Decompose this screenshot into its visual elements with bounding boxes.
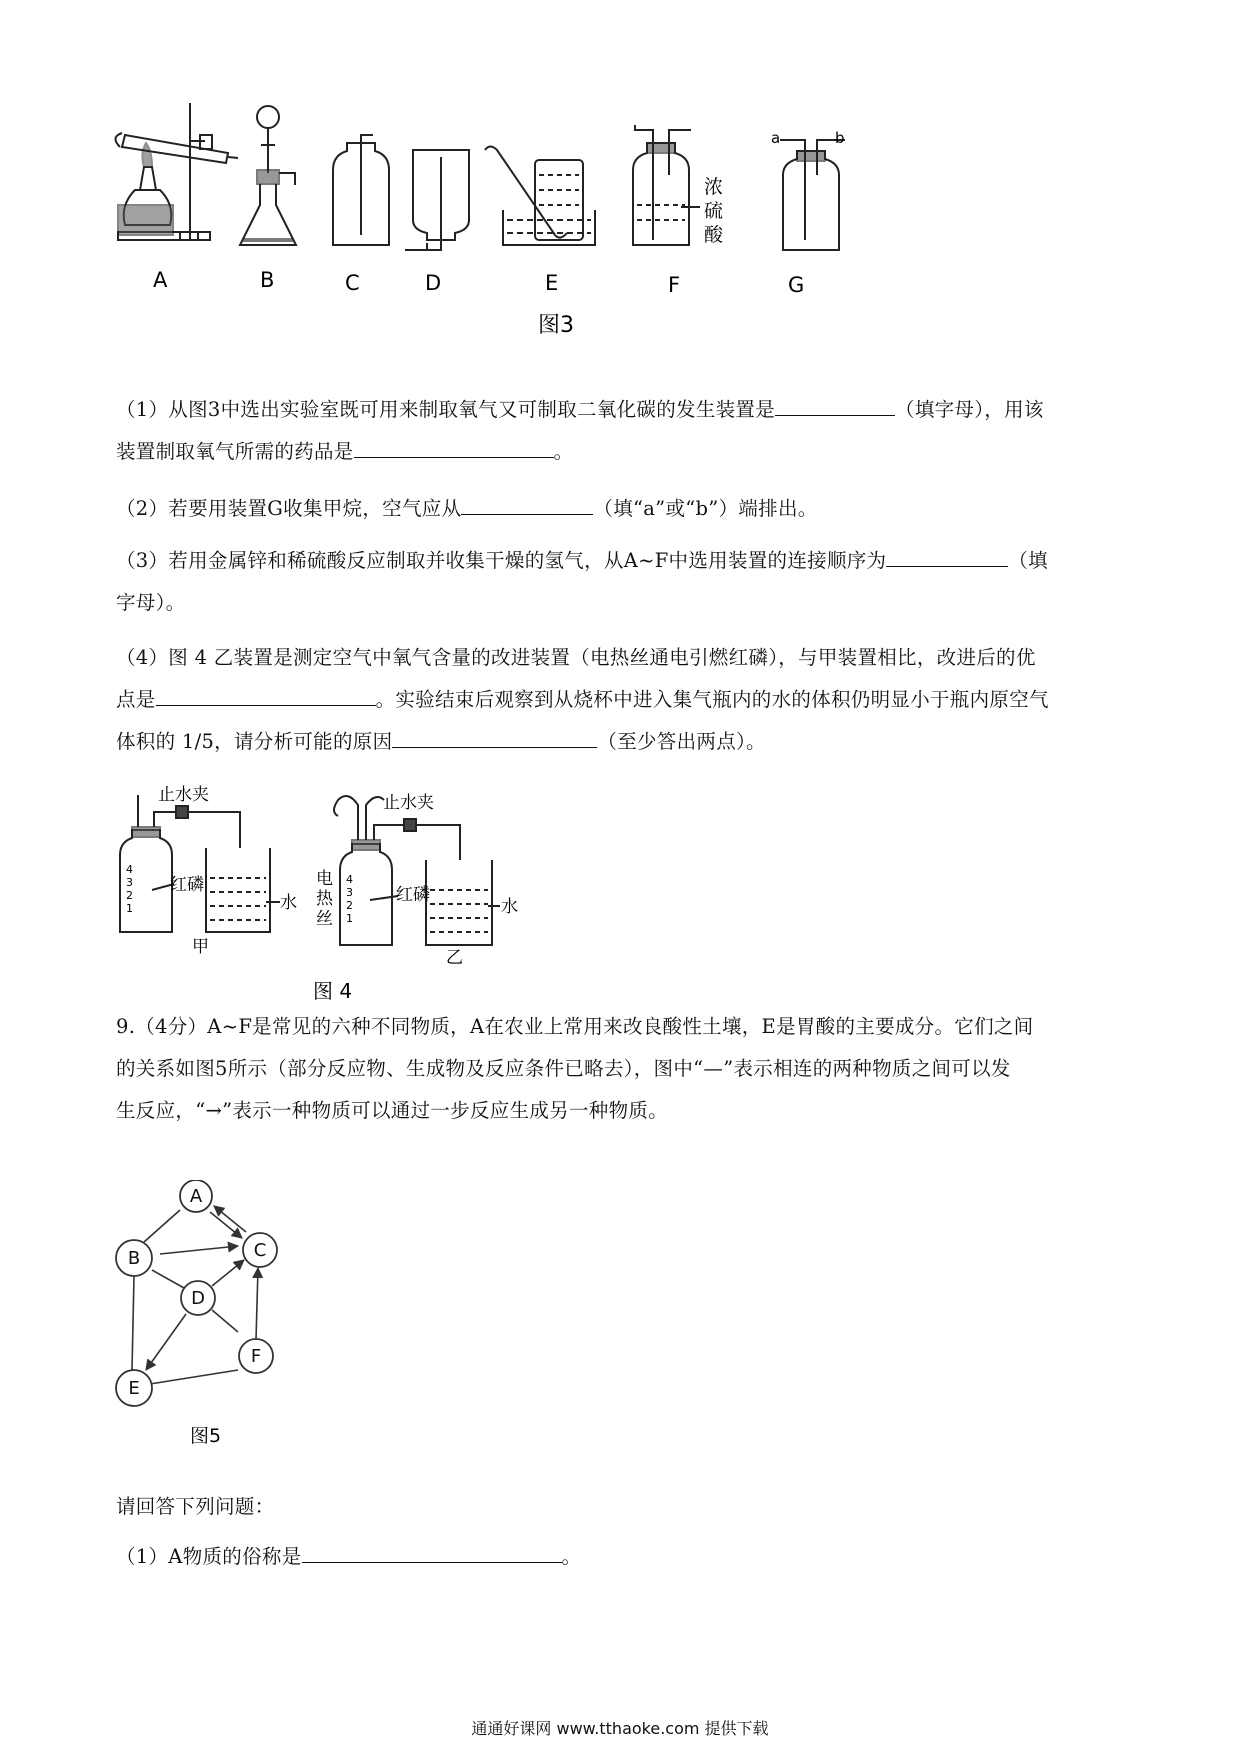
q3-blank[interactable] xyxy=(886,546,1008,567)
node-b: B xyxy=(127,1248,141,1269)
fig4-heater-1: 电 xyxy=(316,869,333,889)
q1-blank-1[interactable] xyxy=(775,395,895,416)
fig4-scale-2-right: 2 xyxy=(346,899,353,912)
q1-text-b: （填字母），用该 xyxy=(895,398,1044,421)
q4-text-d: 体积的 1/5，请分析可能的原因 xyxy=(116,730,393,753)
figure-5-caption: 图5 xyxy=(190,1425,222,1447)
fig4-left-name: 甲 xyxy=(192,937,209,957)
apparatus-a xyxy=(115,103,238,240)
q1-text-c: 装置制取氧气所需的药品是 xyxy=(116,440,354,463)
page-footer: 通通好课网 www.tthaoke.com 提供下载 xyxy=(471,1719,769,1738)
label-b: B xyxy=(260,268,275,292)
q3-text-a: （3）若用金属锌和稀硫酸反应制取并收集干燥的氢气，从A~F中选用装置的连接顺序为 xyxy=(116,549,887,572)
fig4-scale-1-left: 1 xyxy=(126,902,133,915)
label-e: E xyxy=(545,271,559,295)
fig4-heater-2: 热 xyxy=(316,889,333,909)
node-a: A xyxy=(189,1186,203,1207)
apparatus-e xyxy=(485,147,595,246)
q1-text-d: 。 xyxy=(553,440,574,463)
label-g: G xyxy=(788,273,805,297)
fig4-heater-3: 丝 xyxy=(316,909,333,929)
q9-1-text-b: 。 xyxy=(561,1545,582,1568)
fig4-clamp-left: 止水夹 xyxy=(158,785,209,805)
question-2 xyxy=(116,488,1130,530)
q1-text-a: （1）从图3中选出实验室既可用来制取氧气又可制取二氧化碳的发生装置是 xyxy=(116,398,776,421)
apparatus-b xyxy=(240,106,296,245)
fig4-right-name: 乙 xyxy=(446,948,463,968)
question-3 xyxy=(116,540,1130,624)
node-f: F xyxy=(250,1346,262,1367)
q2-text-b: （填“a”或“b”）端排出。 xyxy=(593,497,818,520)
q4-text-c: 。实验结束后观察到从烧杯中进入集气瓶内的水的体积仍明显小于瓶内原空气 xyxy=(375,688,1049,711)
question-4 xyxy=(116,637,1130,763)
label-f: F xyxy=(668,273,681,297)
q4-text-a: （4）图 4 乙装置是测定空气中氧气含量的改进装置（电热丝通电引燃红磷），与甲装置相比，改进后的优 xyxy=(116,646,1036,669)
q4-blank-2[interactable] xyxy=(392,727,597,748)
node-c: C xyxy=(253,1240,267,1261)
q2-blank[interactable] xyxy=(461,494,593,515)
q3-text-b: （填 xyxy=(1008,549,1048,572)
q9-line-2: 的关系如图5所示（部分反应物、生成物及反应条件已略去），图中“—”表示相连的两种物质之间可以发 xyxy=(116,1057,1011,1080)
fig4-scale-4-left: 4 xyxy=(126,863,133,876)
apparatus-d xyxy=(405,150,469,250)
question-9-1 xyxy=(116,1536,1130,1578)
q9-line-1: 9.（4分）A~F是常见的六种不同物质，A在农业上常用来改良酸性土壤，E是胃酸的主要成分。它们之间 xyxy=(116,1015,1034,1038)
f-text-3: 酸 xyxy=(704,224,724,246)
f-text-1: 浓 xyxy=(704,176,724,198)
fig4-water-right: 水 xyxy=(501,897,518,917)
q4-blank-1[interactable] xyxy=(156,685,376,706)
label-d: D xyxy=(425,271,442,295)
f-text-2: 硫 xyxy=(704,200,724,222)
q2-text-a: （2）若要用装置G收集甲烷，空气应从 xyxy=(116,497,462,520)
apparatus-c xyxy=(333,135,389,245)
fig4-water-left: 水 xyxy=(280,893,297,913)
fig4-scale-1-right: 1 xyxy=(346,912,353,925)
figure-4-apparatus xyxy=(108,780,588,1005)
q3-text-c: 字母）。 xyxy=(116,591,186,614)
apparatus-f xyxy=(633,125,700,245)
g-port-b: b xyxy=(835,129,845,147)
label-a: A xyxy=(153,268,168,292)
figure-3-apparatus xyxy=(100,95,980,340)
fig4-phosphorus-right: 红磷 xyxy=(396,885,430,905)
node-d: D xyxy=(191,1288,205,1309)
fig4-scale-2-left: 2 xyxy=(126,889,133,902)
q4-text-e: （至少答出两点）。 xyxy=(597,730,766,753)
label-c: C xyxy=(345,271,360,295)
figure-3-caption: 图3 xyxy=(538,313,574,338)
answer-prompt: 请回答下列问题： xyxy=(116,1495,275,1518)
q1-blank-2[interactable] xyxy=(354,437,554,458)
question-9-stem xyxy=(116,1006,1130,1132)
figure-5-diagram xyxy=(110,1180,320,1450)
fig4-scale-3-right: 3 xyxy=(346,886,353,899)
fig4-scale-3-left: 3 xyxy=(126,876,133,889)
q9-line-3: 生反应，“→”表示一种物质可以通过一步反应生成另一种物质。 xyxy=(116,1099,668,1122)
g-port-a: a xyxy=(771,129,781,147)
apparatus-g xyxy=(780,140,845,250)
question-1 xyxy=(116,389,1130,473)
figure-4-caption: 图 4 xyxy=(313,979,353,1003)
q9-1-blank[interactable] xyxy=(302,1542,562,1563)
node-e: E xyxy=(128,1378,140,1399)
fig4-clamp-right: 止水夹 xyxy=(383,793,434,813)
q9-1-text-a: （1）A物质的俗称是 xyxy=(116,1545,302,1568)
fig4-phosphorus-left: 红磷 xyxy=(170,875,204,895)
fig4-scale-4-right: 4 xyxy=(346,873,353,886)
q4-text-b: 点是 xyxy=(116,688,156,711)
